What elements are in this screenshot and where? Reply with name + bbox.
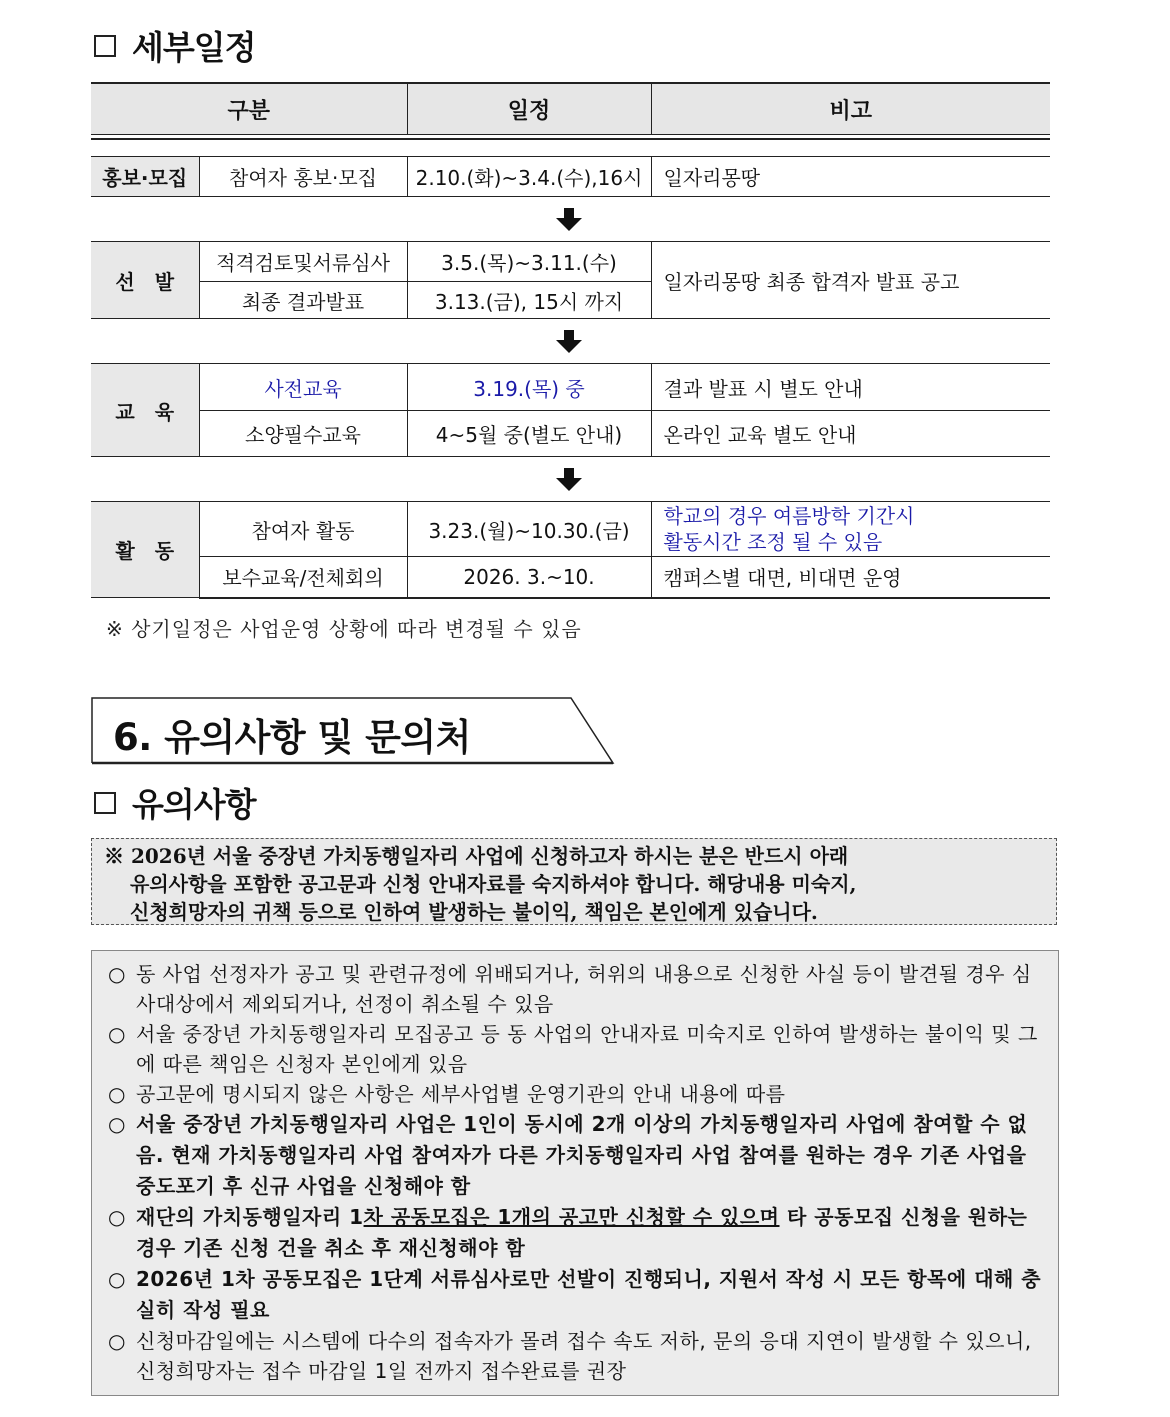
warning-line: 신청희망자의 귀책 등으로 인하여 발생하는 불이익, 책임은 본인에게 있습니다. — [130, 900, 818, 924]
header-schedule: 일정 — [407, 83, 651, 135]
list-item-text: 타 공동모집 신청을 원하는 경우 기존 신청 건을 취소 후 재신청해야 함 — [136, 1205, 1028, 1260]
warning-line: 유의사항을 포함한 공고문과 신청 안내자료를 숙지하셔야 합니다. 해당내용 미숙지, — [130, 872, 857, 896]
list-item-text: 신청마감일에는 시스템에 다수의 접속자가 몰려 접수 속도 저하, 문의 응대 지연이 발생할 수 있으니, 신청희망자는 접수 마감일 1일 전까지 접수완료를 권장 — [136, 1329, 1032, 1383]
category-cell: 활 동 — [91, 502, 199, 598]
note-cell — [651, 502, 1050, 557]
item-cell: 소양필수교육 — [199, 411, 407, 457]
list-item-text: 재단의 가치동행일자리 1 — [136, 1205, 364, 1229]
underlined-text: 차 공동모집은 1개의 공고만 신청할 수 있으며 — [363, 1205, 780, 1229]
checkbox-square-icon — [94, 792, 116, 814]
note-cell: 캠퍼스별 대면, 비대면 운영 — [651, 557, 1050, 598]
schedule-table — [91, 82, 1050, 599]
note-cell: 온라인 교육 별도 안내 — [651, 411, 1050, 457]
section-6-title: 6. 유의사항 및 문의처 — [113, 716, 471, 759]
checkbox-square-icon — [94, 35, 116, 57]
header-note: 비고 — [651, 83, 1050, 135]
note-cell: 결과 발표 시 별도 안내 — [651, 364, 1050, 411]
item-cell: 참여자 활동 — [199, 502, 407, 557]
note-line: 학교의 경우 여름방학 기간시 — [663, 504, 915, 528]
list-item — [104, 1326, 1046, 1386]
category-cell: 선 발 — [91, 242, 199, 319]
list-item-text: 서울 중장년 가치동행일자리 모집공고 등 동 사업의 안내자료 미숙지로 인하여 발생하는 불이익 및 그에 따른 책임은 신청자 본인에게 있음 — [136, 1022, 1038, 1076]
date-cell: 3.5.(목)~3.11.(수) — [407, 242, 651, 282]
notice-heading-text: 유의사항 — [132, 785, 256, 824]
list-item — [104, 1202, 1046, 1264]
down-arrow-icon — [556, 330, 582, 354]
table-row — [91, 364, 1050, 411]
category-cell: 홍보·모집 — [91, 157, 199, 197]
item-cell: 적격검토및서류심사 — [199, 242, 407, 282]
date-cell: 2026. 3.~10. — [407, 557, 651, 598]
down-arrow-icon — [556, 468, 582, 492]
schedule-heading — [94, 22, 256, 69]
warning-line: ※ 2026년 서울 중장년 가치동행일자리 사업에 신청하고자 하시는 분은 반드시 아래 — [104, 844, 849, 868]
circle-bullet-icon: ○ — [108, 1329, 126, 1353]
circle-bullet-icon: ○ — [108, 1112, 126, 1136]
date-cell: 3.23.(월)~10.30.(금) — [407, 502, 651, 557]
date-cell: 2.10.(화)~3.4.(수),16시 — [407, 157, 651, 197]
notice-list — [91, 950, 1059, 1396]
section-6-heading — [91, 697, 615, 765]
list-item-text: 동 사업 선정자가 공고 및 관련규정에 위배되거나, 허위의 내용으로 신청한 사실 등이 발견될 경우 심사대상에서 제외되거나, 선정이 취소될 수 있음 — [136, 962, 1032, 1016]
table-row — [91, 157, 1050, 197]
list-item-text: 공고문에 명시되지 않은 사항은 세부사업별 운영기관의 안내 내용에 따름 — [136, 1082, 786, 1106]
list-item — [104, 1019, 1046, 1079]
note-cell: 일자리몽땅 — [651, 157, 1050, 197]
list-item-text: 2026년 1차 공동모집은 1단계 서류심사로만 선발이 진행되니, 지원서 작성 시 모든 항목에 대해 충실히 작성 필요 — [136, 1267, 1042, 1322]
item-cell: 참여자 홍보·모집 — [199, 157, 407, 197]
list-item — [104, 959, 1046, 1019]
circle-bullet-icon: ○ — [108, 1205, 126, 1229]
table-row — [91, 242, 1050, 282]
circle-bullet-icon: ○ — [108, 1267, 126, 1291]
circle-bullet-icon: ○ — [108, 1022, 126, 1046]
item-cell: 사전교육 — [199, 364, 407, 411]
down-arrow-icon — [556, 208, 582, 232]
notice-heading — [94, 779, 256, 826]
circle-bullet-icon: ○ — [108, 962, 126, 986]
note-cell: 일자리몽땅 최종 합격자 발표 공고 — [651, 242, 1050, 319]
category-cell: 교 육 — [91, 364, 199, 457]
table-row — [91, 502, 1050, 557]
schedule-remark: ※ 상기일정은 사업운영 상황에 따라 변경될 수 있음 — [106, 617, 582, 641]
date-cell: 3.19.(목) 중 — [407, 364, 651, 411]
date-cell: 3.13.(금), 15시 까지 — [407, 282, 651, 319]
item-cell: 보수교육/전체회의 — [199, 557, 407, 598]
table-row — [91, 557, 1050, 598]
list-item — [104, 1079, 1046, 1109]
table-header-row — [91, 83, 1050, 135]
schedule-heading-text: 세부일정 — [132, 28, 256, 67]
warning-box — [91, 838, 1057, 925]
note-line: 활동시간 조정 될 수 있음 — [663, 530, 883, 554]
list-item — [104, 1264, 1046, 1326]
item-cell: 최종 결과발표 — [199, 282, 407, 319]
header-category: 구분 — [91, 83, 407, 135]
date-cell: 4~5월 중(별도 안내) — [407, 411, 651, 457]
list-item — [104, 1109, 1046, 1202]
table-row — [91, 411, 1050, 457]
circle-bullet-icon: ○ — [108, 1082, 126, 1106]
list-item-text: 서울 중장년 가치동행일자리 사업은 1인이 동시에 2개 이상의 가치동행일자리 사업에 참여할 수 없음. 현재 가치동행일자리 사업 참여자가 다른 가치동행일자리 사업 참여를 원하는 경우 기존 사업을 중도포기 후 신규 사업을 신청해야 함 — [136, 1112, 1028, 1198]
